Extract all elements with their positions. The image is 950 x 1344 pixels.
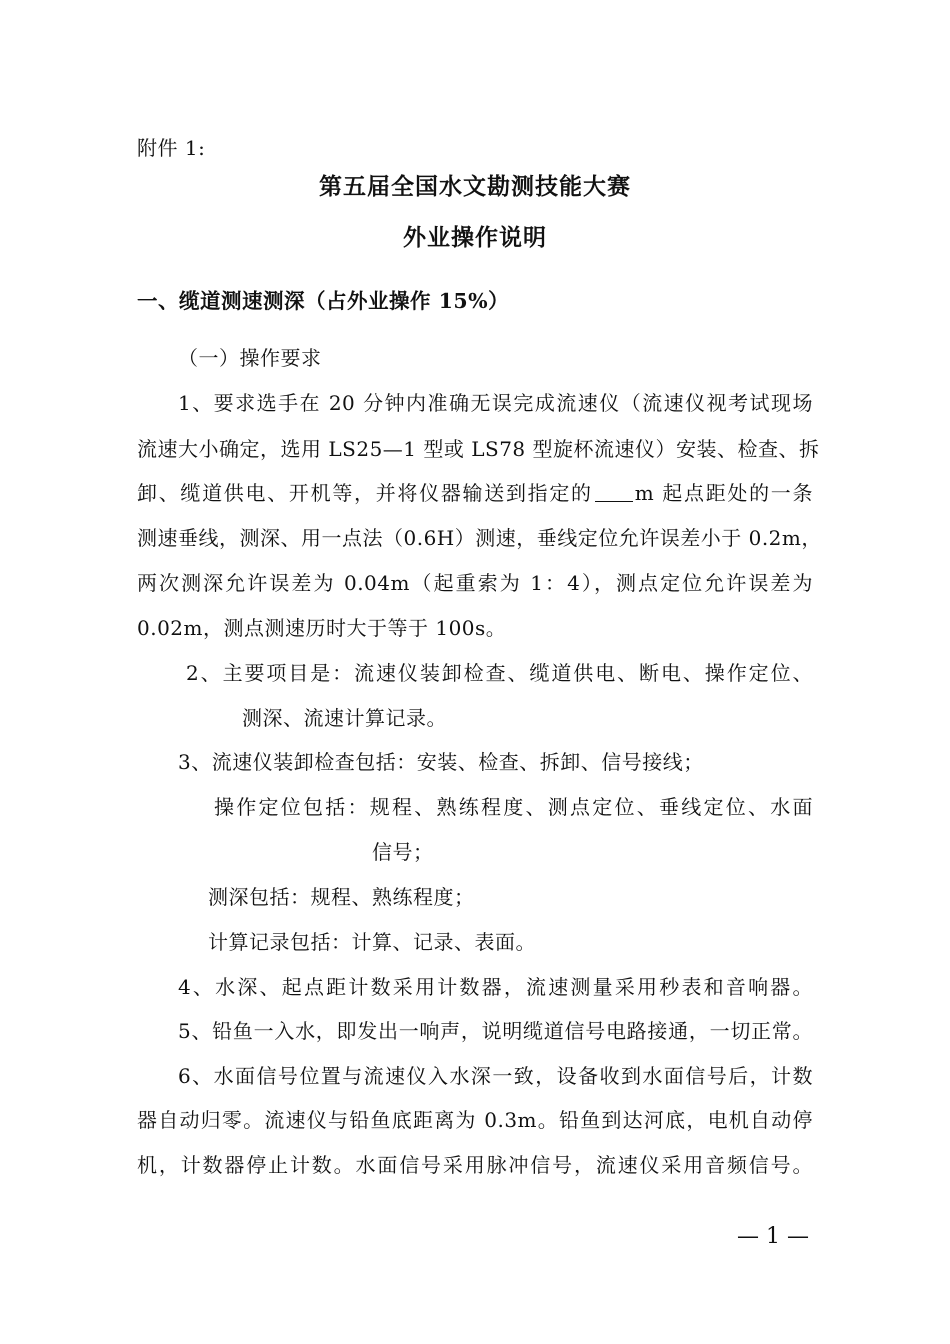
item6-line1: 6、水面信号位置与流速仪入水深一致，设备收到水面信号后，计数 xyxy=(178,1064,813,1088)
section-heading: 一、缆道测速测深（占外业操作 15%） xyxy=(137,289,510,313)
item3-line2: 操作定位包括：规程、熟练程度、测点定位、垂线定位、水面 xyxy=(214,795,813,819)
item3-line4: 测深包括：规程、熟练程度； xyxy=(208,885,475,909)
item1-line3 xyxy=(137,478,813,508)
item1-line2: 流速大小确定，选用 LS25—1 型或 LS78 型旋杯流速仪）安装、检查、拆 xyxy=(137,437,820,461)
attachment-label: 附件 1: xyxy=(137,136,206,160)
item1-line1: 1、要求选手在 20 分钟内准确无误完成流速仪（流速仪视考试现场 xyxy=(178,391,813,415)
item1-line3-before: 卸、缆道供电、开机等，并将仪器输送到指定的 xyxy=(137,481,593,505)
item1-line3-after: m 起点距处的一条 xyxy=(634,481,814,505)
fill-in-blank xyxy=(595,481,633,502)
item1-line4: 测速垂线，测深、用一点法（0.6H）测速，垂线定位允许误差小于 0.2m， xyxy=(137,526,822,550)
item6-line3: 机，计数器停止计数。水面信号采用脉冲信号，流速仪采用音频信号。 xyxy=(137,1153,813,1177)
item2-line2: 测深、流速计算记录。 xyxy=(242,706,447,730)
document-title: 第五届全国水文勘测技能大赛 xyxy=(319,173,631,200)
item1-line5: 两次测深允许误差为 0.04m（起重索为 1：4），测点定位允许误差为 xyxy=(137,571,813,595)
item3-line1: 3、流速仪装卸检查包括：安装、检查、拆卸、信号接线； xyxy=(178,750,704,774)
item6-line2: 器自动归零。流速仪与铅鱼底距离为 0.3m。铅鱼到达河底，电机自动停 xyxy=(137,1108,813,1132)
subsection-heading: （一）操作要求 xyxy=(178,346,322,370)
item1-line6: 0.02m，测点测速历时大于等于 100s。 xyxy=(137,616,507,640)
page-number: — 1 — xyxy=(737,1224,809,1249)
item4: 4、水深、起点距计数采用计数器，流速测量采用秒表和音响器。 xyxy=(178,975,813,999)
item3-line3: 信号； xyxy=(372,840,434,864)
item5: 5、铅鱼一入水，即发出一响声，说明缆道信号电路接通，一切正常。 xyxy=(178,1019,813,1043)
item2-line1: 2、主要项目是：流速仪装卸检查、缆道供电、断电、操作定位、 xyxy=(186,661,813,685)
item3-line5: 计算记录包括：计算、记录、表面。 xyxy=(208,930,536,954)
document-subtitle: 外业操作说明 xyxy=(403,224,547,251)
